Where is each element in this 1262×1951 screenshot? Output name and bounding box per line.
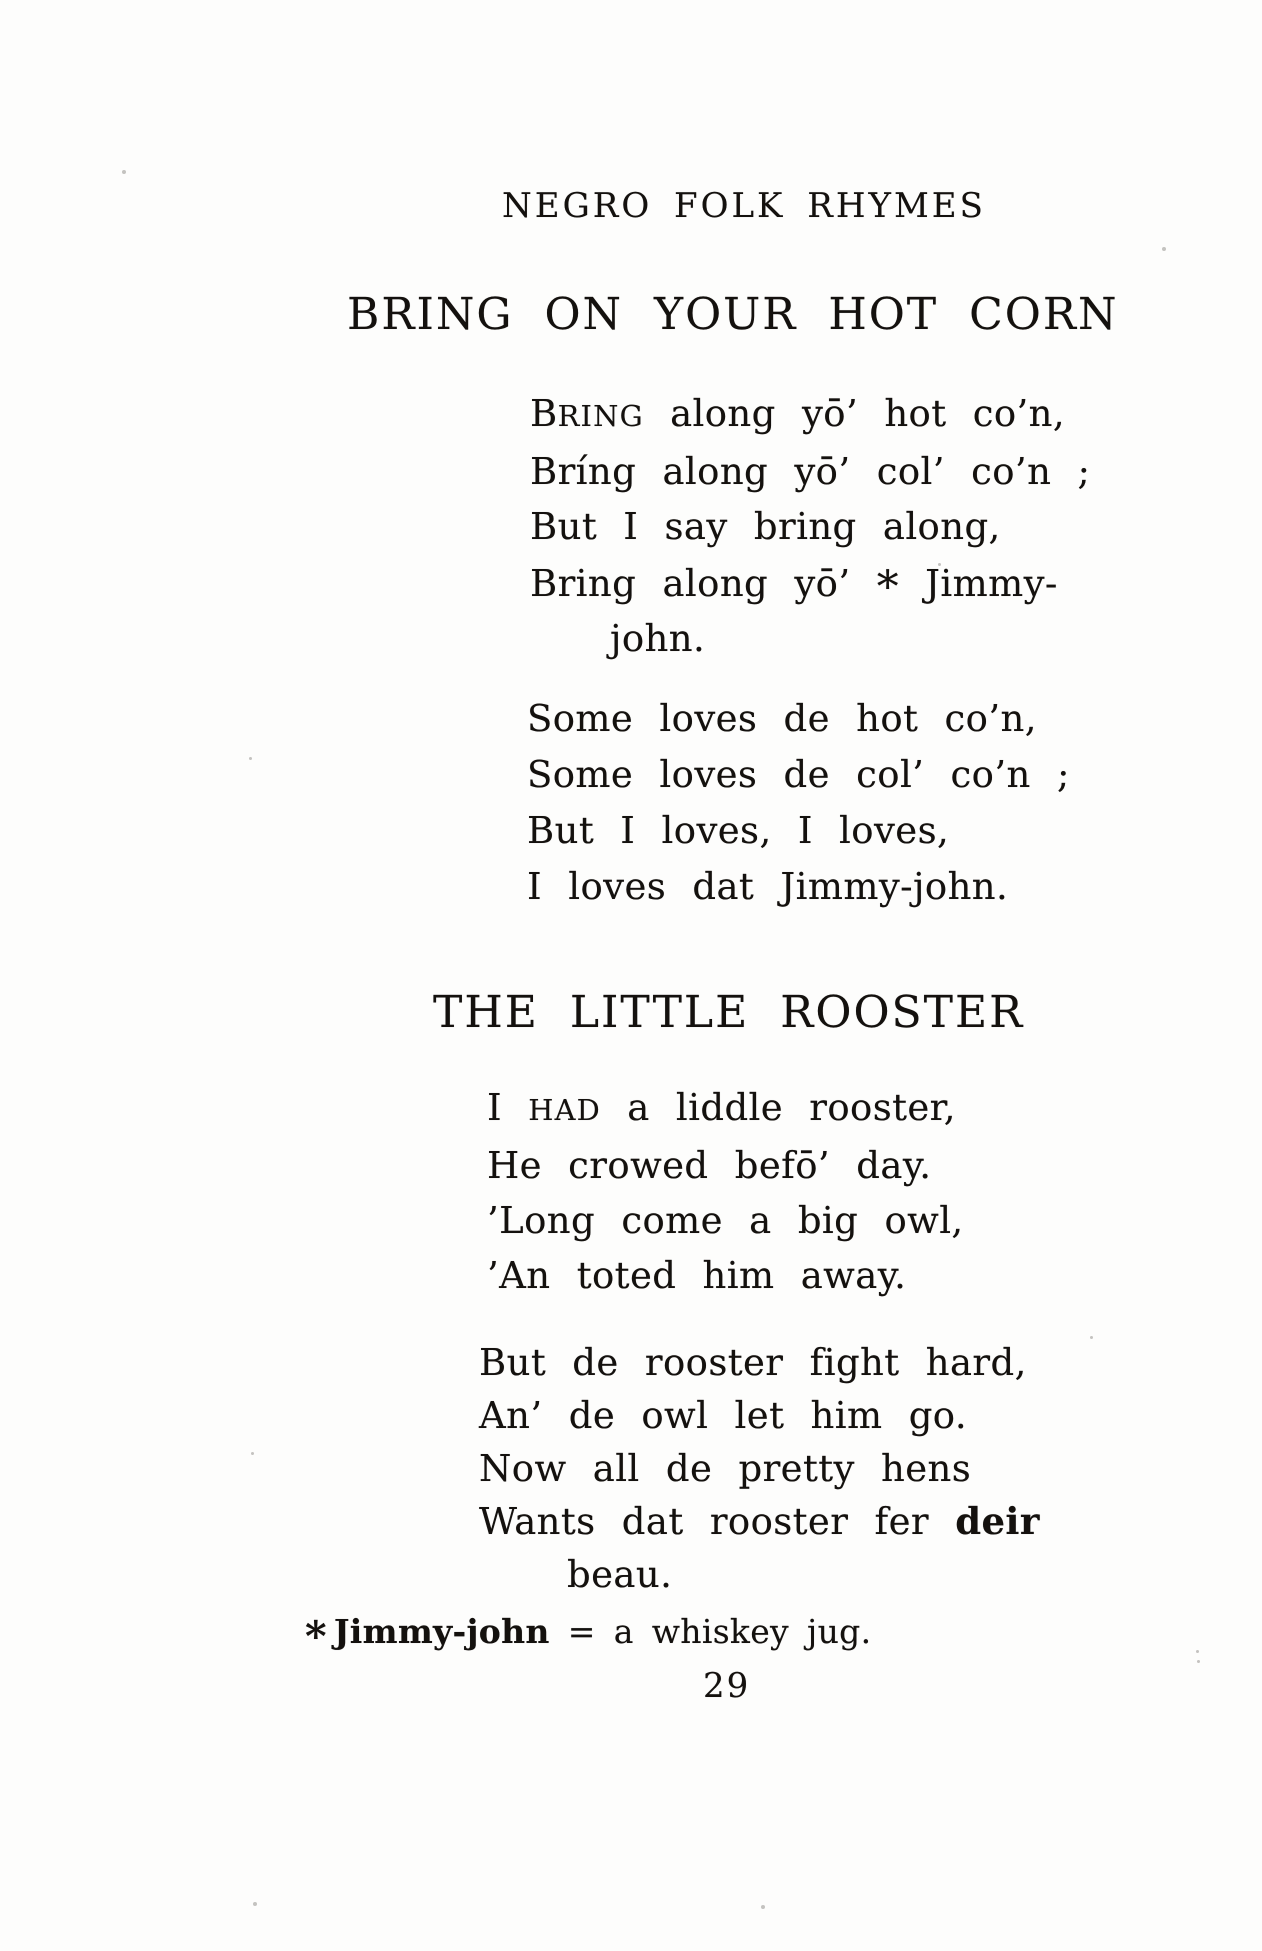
scan-speck: [761, 1905, 765, 1909]
small-caps-text: RING: [557, 399, 644, 433]
scan-speck: [253, 1902, 257, 1906]
poem-line: But I say bring along,: [530, 505, 1001, 548]
small-caps-text: HAD: [528, 1093, 601, 1127]
scan-speck: [249, 757, 252, 760]
poem-line: Bríng along yō’ col’ co’n ;: [530, 450, 1091, 493]
scan-speck: [938, 563, 941, 566]
poem-line: beau.: [567, 1553, 673, 1596]
poem-line: Some loves de hot co’n,: [527, 697, 1037, 740]
poem-line: Now all de pretty hens: [479, 1447, 972, 1490]
line-text: Bring along yō’: [530, 562, 877, 605]
poem1-stanza1: [530, 386, 1090, 666]
poem2-title: THE LITTLE ROOSTER: [433, 987, 1025, 1038]
poem-line: [487, 1080, 964, 1138]
scan-speck: [1197, 1660, 1200, 1663]
line-text: Wants dat rooster fer: [479, 1500, 956, 1543]
scan-speck: [122, 170, 126, 174]
line-text: Jimmy-: [898, 562, 1058, 605]
scan-speck: [1090, 1336, 1093, 1339]
poem-line: ’An toted him away.: [487, 1254, 907, 1297]
line-text: B: [530, 392, 558, 435]
line-text: along yō’ hot co’n,: [643, 392, 1066, 435]
footnote-term: Jimmy-john: [333, 1612, 550, 1651]
line-text: I: [487, 1086, 529, 1129]
scan-speck: [1162, 247, 1166, 251]
running-head: NEGRO FOLK RHYMES: [502, 186, 986, 226]
scan-speck: [1196, 1650, 1199, 1653]
line-text: a liddle rooster,: [601, 1086, 956, 1129]
footnote-definition: = a whiskey jug.: [549, 1612, 872, 1651]
poem-line: An’ de owl let him go.: [479, 1394, 967, 1437]
poem1-title: BRING ON YOUR HOT CORN: [347, 289, 1119, 340]
poem2-stanza1: [487, 1080, 964, 1303]
page-number: 29: [703, 1666, 751, 1706]
poem-line: I loves dat Jimmy-john.: [527, 865, 1009, 908]
footnote-asterisk-icon: *: [305, 1611, 327, 1661]
poem-line: But I loves, I loves,: [527, 809, 950, 852]
footnote: [305, 1604, 872, 1661]
footnote-asterisk-icon: *: [876, 561, 899, 613]
poem-line: Some loves de col’ co’n ;: [527, 753, 1070, 796]
poem2-stanza2: [479, 1336, 1040, 1601]
poem-line: [479, 1495, 1040, 1548]
poem-line: But de rooster fight hard,: [479, 1341, 1027, 1384]
poem-line: ’Long come a big owl,: [487, 1199, 964, 1242]
emphasized-word: deir: [955, 1499, 1040, 1543]
poem-line: [530, 554, 1090, 611]
poem-line: john.: [610, 617, 706, 660]
poem1-stanza2: [527, 691, 1070, 915]
scan-speck: [251, 1452, 254, 1455]
poem-line: He crowed befō’ day.: [487, 1144, 932, 1187]
poem-line: [530, 386, 1090, 444]
